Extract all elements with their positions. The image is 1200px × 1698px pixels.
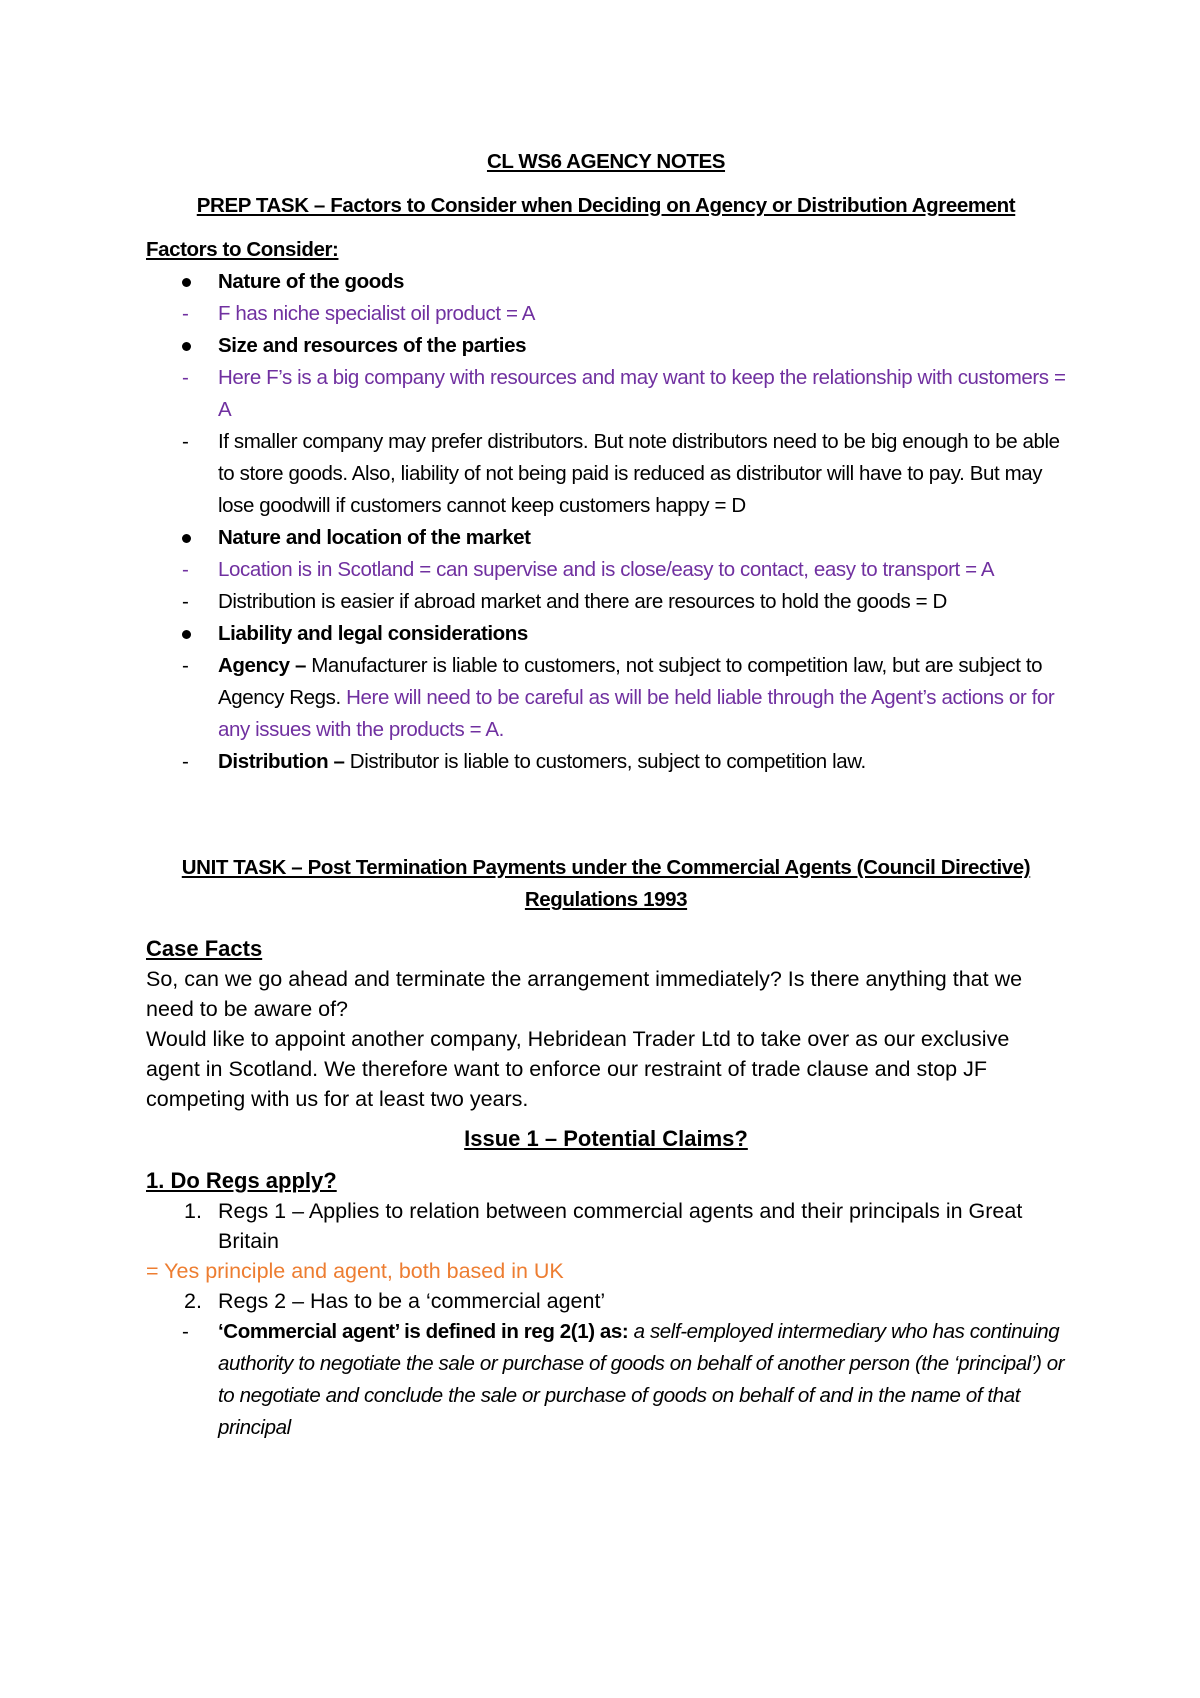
bullet-text: Liability and legal considerations xyxy=(218,622,528,645)
dash-lead: Agency – xyxy=(218,654,306,677)
case-facts-paragraph: Would like to appoint another company, Hebridean Trader Ltd to take over as our exclusive agent in Scotland. We therefore want to enforce our restraint of trade clause and stop JF competing with us for at least two years. xyxy=(146,1027,1010,1111)
bullet-item xyxy=(146,266,1066,298)
bullet-item xyxy=(146,330,1066,362)
dash-item xyxy=(146,362,1066,426)
dash-icon: - xyxy=(182,750,189,773)
factors-list xyxy=(146,266,1066,778)
dash-icon: - xyxy=(182,430,189,453)
regs-heading: 1. Do Regs apply? xyxy=(146,1168,337,1193)
dash-text: Here F’s is a big company with resources and may want to keep the relationship with customers = A xyxy=(218,366,1066,421)
dash-icon: - xyxy=(182,302,189,325)
dash-text: Manufacturer is liable to customers, not subject to competition law, but are subject to Agency Regs. xyxy=(218,654,1043,709)
bullet-text: Nature and location of the market xyxy=(218,526,531,549)
bullet-icon xyxy=(182,342,191,351)
dash-icon: - xyxy=(182,654,189,677)
dash-icon: - xyxy=(182,590,189,613)
dash-text: Location is in Scotland = can supervise and is close/easy to contact, easy to transport = A xyxy=(218,558,995,581)
bullet-text: Size and resources of the parties xyxy=(218,334,527,357)
case-facts-paragraph: So, can we go ahead and terminate the arrangement immediately? Is there anything that we need to be aware of? xyxy=(146,967,1023,1021)
numbered-item xyxy=(146,1286,1066,1316)
dash-text: If smaller company may prefer distributors. But note distributors need to be big enough to be able to store goods. Also, liability of not being paid is reduced as distributor will have to pay. But may lose goodwill if customers cannot keep customers happy = D xyxy=(218,430,1060,517)
bullet-icon xyxy=(182,630,191,639)
factors-heading: Factors to Consider: xyxy=(146,238,339,261)
dash-tail: Here will need to be careful as will be held liable through the Agent’s actions or for any issues with the products = A. xyxy=(218,686,1055,741)
item-text: Regs 2 – Has to be a ‘commercial agent’ xyxy=(218,1289,606,1313)
dash-icon: - xyxy=(182,366,189,389)
bullet-item xyxy=(146,618,1066,650)
dash-icon: - xyxy=(182,1320,189,1343)
definition-lead: ‘Commercial agent’ is defined in reg 2(1) as: xyxy=(218,1320,629,1343)
numbered-item xyxy=(146,1196,1066,1256)
reg1-answer: = Yes principle and agent, both based in UK xyxy=(146,1259,564,1283)
item-text: Regs 1 – Applies to relation between commercial agents and their principals in Great Britain xyxy=(218,1199,1023,1253)
dash-item xyxy=(146,298,1066,330)
unit-task-heading: UNIT TASK – Post Termination Payments under the Commercial Agents (Council Directive) Regulations 1993 xyxy=(181,856,1031,911)
dash-item xyxy=(146,426,1066,522)
document-content xyxy=(146,146,1066,1444)
dash-item xyxy=(146,746,1066,778)
item-number: 1. xyxy=(184,1199,202,1223)
case-facts-heading: Case Facts xyxy=(146,936,263,961)
dash-lead: Distribution – xyxy=(218,750,345,773)
dash-icon: - xyxy=(182,558,189,581)
dash-item xyxy=(146,650,1066,746)
bullet-item xyxy=(146,522,1066,554)
issue-1-heading: Issue 1 – Potential Claims? xyxy=(464,1126,748,1151)
dash-item xyxy=(146,554,1066,586)
dash-item xyxy=(146,586,1066,618)
bullet-text: Nature of the goods xyxy=(218,270,405,293)
dash-text: F has niche specialist oil product = A xyxy=(218,302,535,325)
document-title: CL WS6 AGENCY NOTES xyxy=(486,150,726,173)
bullet-icon xyxy=(182,278,191,287)
dash-text: Distribution is easier if abroad market and there are resources to hold the goods = D xyxy=(218,590,947,613)
dash-text: Distributor is liable to customers, subject to competition law. xyxy=(344,750,866,773)
bullet-icon xyxy=(182,534,191,543)
prep-task-heading: PREP TASK – Factors to Consider when Deciding on Agency or Distribution Agreement xyxy=(196,194,1016,217)
definition-text: a self-employed intermediary who has continuing authority to negotiate the sale or purchase of goods on behalf of another person (the ‘principal’) or to negotiate and conclude the sale or purchase of goods on behalf of and in the name of that principal xyxy=(218,1320,1065,1439)
definition-item xyxy=(146,1316,1066,1444)
item-number: 2. xyxy=(184,1289,202,1313)
